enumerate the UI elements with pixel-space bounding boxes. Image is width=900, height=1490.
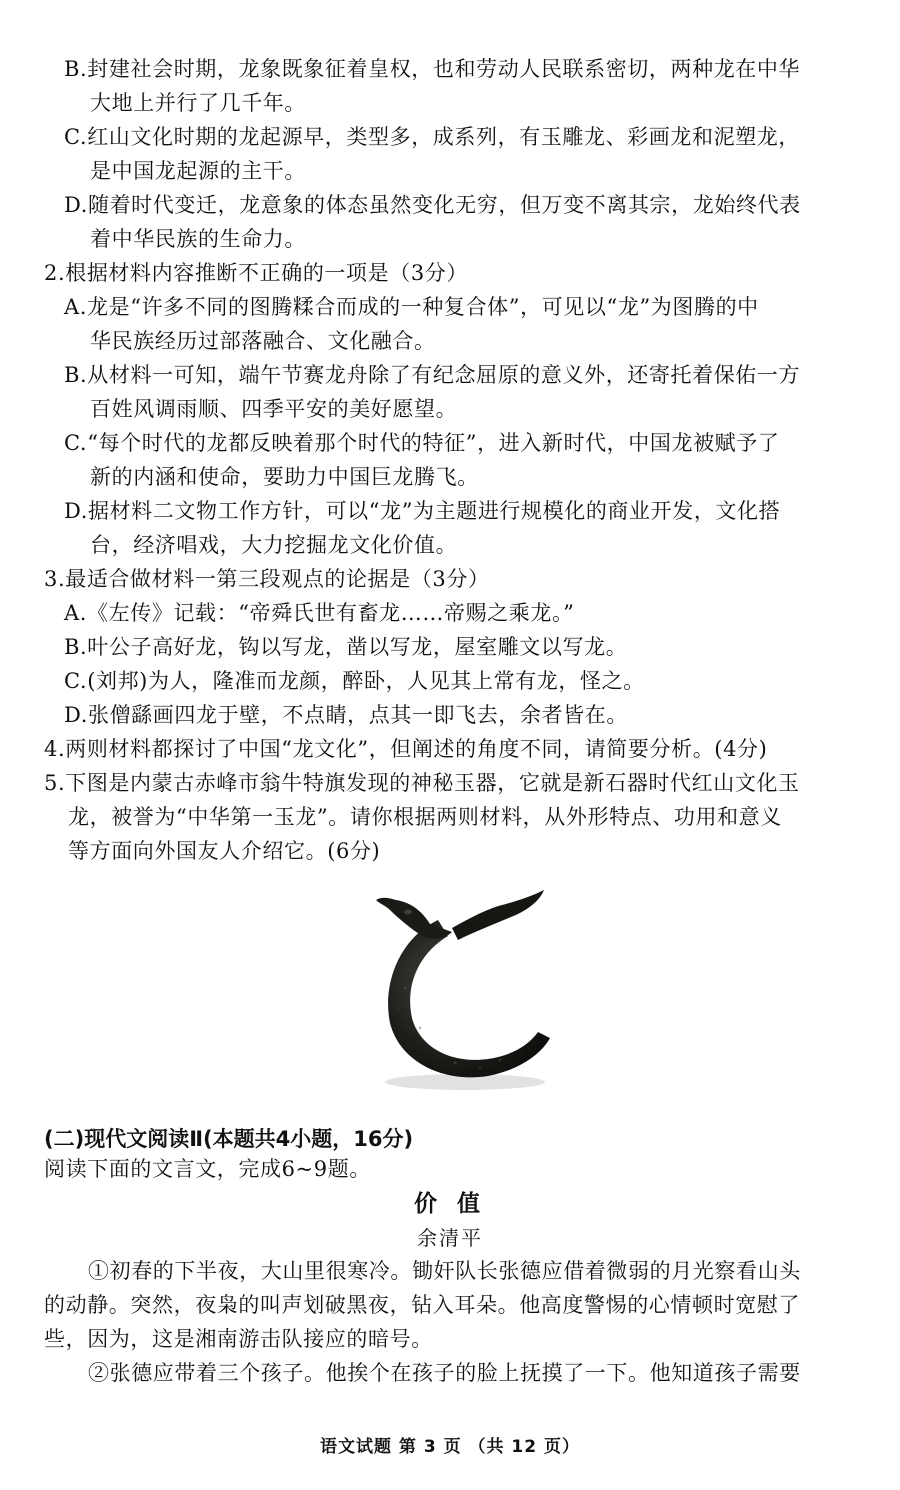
- section-instruction: 阅读下面的文言文，完成6~9题。: [44, 1157, 371, 1181]
- q3-option-b: B.叶公子高好龙，钩以写龙，凿以写龙，屋室雕文以写龙。: [64, 635, 628, 659]
- q1-option-d: D.随着时代变迁，龙意象的体态虽然变化无穷，但万变不离其宗，龙始终代表: [64, 193, 801, 217]
- q3-stem: 3.最适合做材料一第三段观点的论据是（3分）: [44, 567, 490, 591]
- q2-option-c: C.“每个时代的龙都反映着那个时代的特征”，进入新时代，中国龙被赋予了: [64, 431, 780, 455]
- q2-option-b-cont: 百姓风调雨顺、四季平安的美好愿望。: [90, 397, 458, 421]
- passage-p1-line2: 的动静。突然，夜枭的叫声划破黑夜，钻入耳朵。他高度警惕的心情顿时宽慰了: [44, 1293, 800, 1317]
- q5-stem: 5.下图是内蒙古赤峰市翁牛特旗发现的神秘玉器，它就是新石器时代红山文化玉: [44, 771, 800, 795]
- passage-author: 余清平: [417, 1226, 483, 1250]
- q3-option-c: C.(刘邦)为人，隆准而龙颜，醉卧，人见其上常有龙，怪之。: [64, 669, 645, 693]
- page-footer: 语文试题 第 3 页 （共 12 页）: [320, 1437, 580, 1457]
- q2-option-d-cont: 台，经济唱戏，大力挖掘龙文化价值。: [90, 533, 458, 557]
- q3-option-a: A.《左传》记载：“帝舜氏世有畜龙……帝赐之乘龙。”: [64, 601, 575, 625]
- q5-stem-cont-1: 龙，被誉为“中华第一玉龙”。请你根据两则材料，从外形特点、功用和意义: [68, 805, 782, 829]
- q5-stem-cont-2: 等方面向外国友人介绍它。(6分): [68, 839, 381, 863]
- q1-option-c-cont: 是中国龙起源的主干。: [90, 159, 306, 183]
- q1-option-b-cont: 大地上并行了几千年。: [90, 91, 306, 115]
- passage-p1-line1: ①初春的下半夜，大山里很寒冷。锄奸队长张德应借着微弱的月光察看山头: [88, 1259, 801, 1283]
- passage-title: 价 值: [413, 1191, 486, 1217]
- q2-option-a-cont: 华民族经历过部落融合、文化融合。: [90, 329, 436, 353]
- q2-option-d: D.据材料二文物工作方针，可以“龙”为主题进行规模化的商业开发，文化搭: [64, 499, 781, 523]
- q4-stem: 4.两则材料都探讨了中国“龙文化”，但阐述的角度不同，请简要分析。(4分): [44, 737, 768, 761]
- q1-option-b: B.封建社会时期，龙象既象征着皇权，也和劳动人民联系密切，两种龙在中华: [64, 57, 801, 81]
- q2-option-c-cont: 新的内涵和使命，要助力中国巨龙腾飞。: [90, 465, 479, 489]
- passage-p1-line3: 些，因为，这是湘南游击队接应的暗号。: [44, 1327, 433, 1351]
- q2-option-a: A.龙是“许多不同的图腾糅合而成的一种复合体”，可见以“龙”为图腾的中: [64, 295, 759, 319]
- passage-p2-line1: ②张德应带着三个孩子。他挨个在孩子的脸上抚摸了一下。他知道孩子需要: [88, 1361, 801, 1385]
- section-heading: (二)现代文阅读Ⅱ(本题共4小题，16分): [44, 1127, 414, 1151]
- q1-option-d-cont: 着中华民族的生命力。: [90, 227, 306, 251]
- q1-option-c: C.红山文化时期的龙起源早，类型多，成系列，有玉雕龙、彩画龙和泥塑龙，: [64, 125, 800, 149]
- q3-option-d: D.张僧繇画四龙于壁，不点睛，点其一即飞去，余者皆在。: [64, 703, 628, 727]
- q2-option-b: B.从材料一可知，端午节赛龙舟除了有纪念屈原的意义外，还寄托着保佑一方: [64, 363, 801, 387]
- q2-stem: 2.根据材料内容推断不正确的一项是（3分）: [44, 261, 468, 285]
- jade-dragon-icon: [360, 878, 560, 1093]
